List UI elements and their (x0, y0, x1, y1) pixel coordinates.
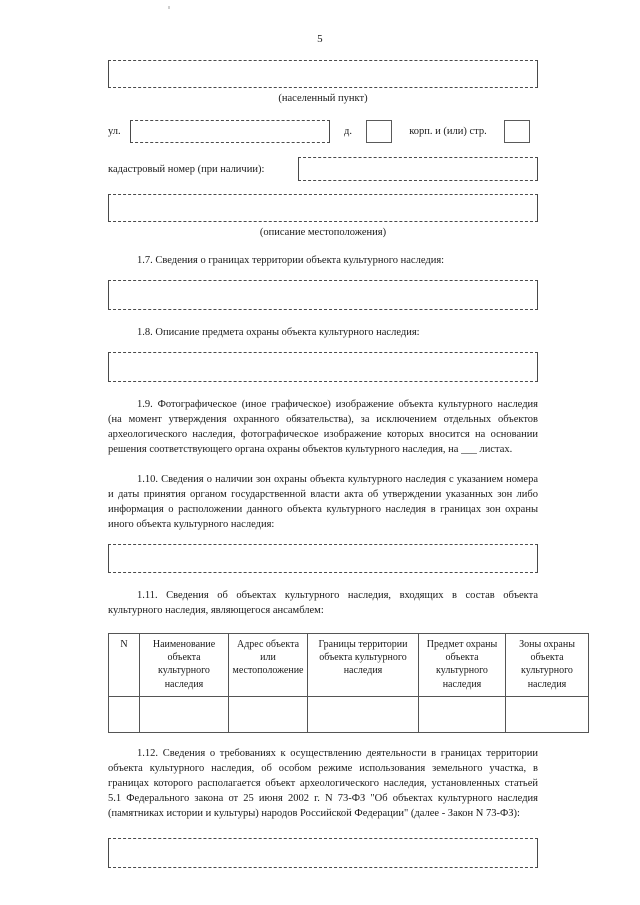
section-1-10-text: 1.10. Сведения о наличии зон охраны объекта культурного наследия с указанием номера и даты принятия органом государственной власти акта об утверждении указанных зон либо информация о расположении данного объекта культурного наследия в границах зон охраны иного объекта культурного наследия: (108, 474, 538, 531)
building-label: корп. и (или) стр. (409, 126, 487, 137)
table-header-name: Наименование объекта культурного наследия (140, 633, 229, 696)
table-header-row (109, 633, 589, 696)
address-row (108, 120, 538, 143)
section-1-8-input[interactable] (108, 352, 538, 382)
location-caption: (описание местоположения) (259, 227, 387, 238)
table-cell-zones[interactable] (506, 697, 589, 733)
table-cell-address[interactable] (229, 697, 308, 733)
section-1-10-input[interactable] (108, 544, 538, 573)
section-1-11-text: 1.11. Сведения об объектах культурного наследия, входящих в состав объекта культурного наследия, являющегося ансамблем: (108, 590, 538, 616)
cadastral-label: кадастровый номер (при наличии): (108, 163, 265, 175)
cadastral-input[interactable] (298, 157, 538, 181)
document-body (108, 60, 575, 868)
table-header-number: N (109, 633, 140, 696)
section-1-12-input[interactable] (108, 838, 538, 868)
table-header-borders: Границы территории объекта культурного наследия (308, 633, 419, 696)
table-header-subject: Предмет охраны объекта культурного наследия (419, 633, 506, 696)
table-cell-name[interactable] (140, 697, 229, 733)
section-1-9-text: 1.9. Фотографическое (иное графическое) изображение объекта культурного наследия (на момент утверждения охранного обязательства), за исключением отдельных объектов археологического наследия, фотографическое изображение которых вносится на основании решения соответствующего органа охраны объектов культурного наследия, на ___ листах. (108, 398, 538, 455)
section-1-12-text: 1.12. Сведения о требованиях к осуществлению деятельности в границах территории объекта культурного наследия, об особом режиме использования земельного участка, в границах которого располагается объект археологического наследия, установленных статьей 5.1 Федерального закона от 25 июня 2002 г. N 73-ФЗ "Об объектах культурного наследия (памятниках истории и культуры) народов Российской Федерации" (далее - Закон N 73-ФЗ): (108, 748, 538, 819)
page-number: 5 (317, 33, 323, 45)
street-label: ул. (108, 126, 121, 137)
house-label: д. (344, 126, 352, 137)
building-input[interactable] (504, 120, 530, 143)
scan-artifact (168, 6, 170, 9)
section-1-7-input[interactable] (108, 280, 538, 310)
location-input[interactable] (108, 194, 538, 222)
table-row[interactable] (109, 697, 589, 733)
heritage-objects-table (108, 633, 589, 733)
table-cell-number[interactable] (109, 697, 140, 733)
street-input[interactable] (130, 120, 330, 143)
house-input[interactable] (366, 120, 392, 143)
table-header-address: Адрес объекта или местоположение (229, 633, 308, 696)
table-cell-borders[interactable] (308, 697, 419, 733)
section-1-7-text: 1.7. Сведения о границах территории объекта культурного наследия: (137, 255, 445, 266)
locality-input[interactable] (108, 60, 538, 88)
section-1-8-text: 1.8. Описание предмета охраны объекта культурного наследия: (137, 326, 420, 338)
table-cell-subject[interactable] (419, 697, 506, 733)
cadastral-row (108, 157, 538, 181)
locality-caption: (населенный пункт) (278, 93, 368, 104)
table-header-zones: Зоны охраны объекта культурного наследия (506, 633, 589, 696)
